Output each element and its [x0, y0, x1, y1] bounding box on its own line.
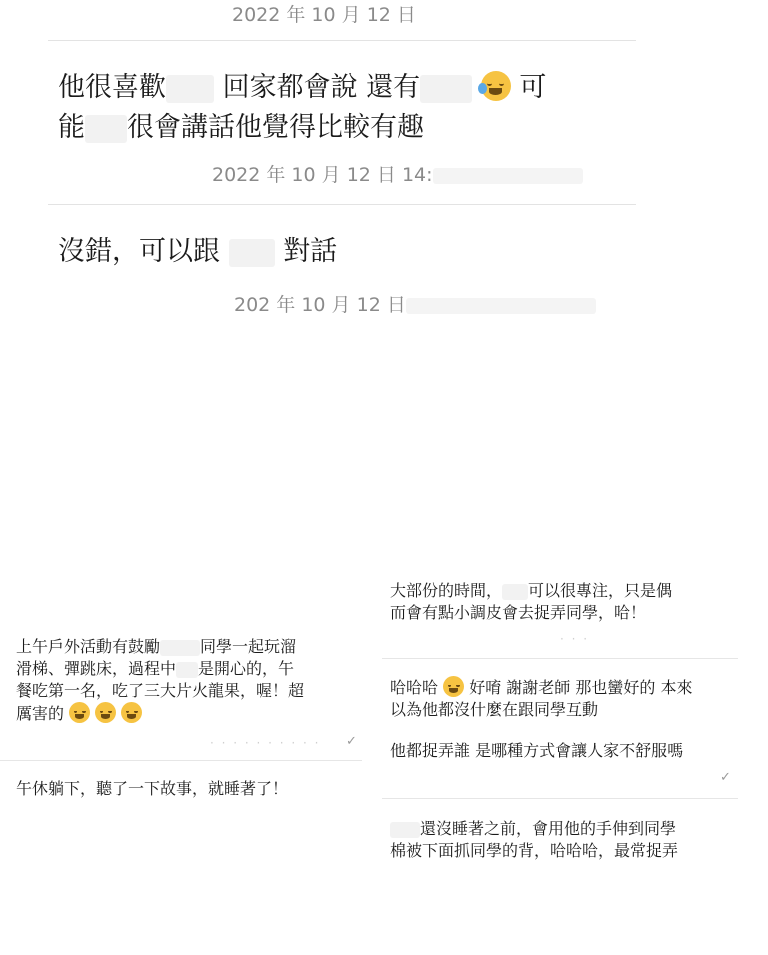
chat-message[interactable]	[16, 636, 356, 725]
smile-emoji-icon	[121, 702, 142, 723]
message-text: 好唷 謝謝老師 那也蠻好的 本來	[469, 678, 693, 697]
chat-message[interactable]	[58, 232, 337, 272]
redacted-text	[406, 298, 596, 314]
message-text: 沒錯，可以跟	[58, 236, 220, 267]
redacted-name	[85, 115, 127, 143]
message-text: 滑梯、彈跳床，過程中	[16, 659, 177, 678]
chat-message[interactable]: 午休躺下，聽了一下故事，就睡著了！	[16, 779, 289, 798]
chat-message[interactable]	[390, 580, 730, 624]
timestamp: 2022 年 10 月 12 日 14:	[212, 160, 583, 187]
message-text: 哈哈哈	[390, 678, 439, 697]
smile-emoji-icon	[95, 702, 116, 723]
teacher-message-panel	[0, 596, 364, 955]
message-text: 上午戶外活動有鼓勵	[16, 637, 161, 656]
redacted-name	[502, 584, 528, 600]
divider	[382, 658, 738, 659]
redacted-name	[420, 75, 472, 103]
divider	[0, 760, 362, 761]
message-text: 是開心的，午	[198, 659, 295, 678]
chat-message[interactable]	[390, 676, 734, 721]
laughing-crying-emoji-icon	[481, 71, 511, 101]
divider	[382, 798, 738, 799]
message-text: 同學一起玩溜	[200, 637, 297, 656]
message-text: 而會有點小調皮會去捉弄同學，哈！	[390, 603, 647, 622]
message-text: 還沒睡著之前，會用他的手伸到同學	[420, 819, 677, 838]
read-check-icon: ✓	[720, 770, 731, 785]
grinning-squint-emoji-icon	[443, 676, 464, 697]
chat-message[interactable]	[390, 818, 734, 862]
message-text: 以為他都沒什麼在跟同學互動	[390, 700, 599, 719]
message-text: 餐吃第一名，吃了三大片火龍果，喔！超	[16, 681, 305, 700]
redacted-name	[390, 822, 420, 838]
redacted-name	[160, 640, 200, 656]
divider	[48, 40, 636, 41]
redacted-timestamp: · · ·	[560, 632, 590, 646]
message-text: 他很喜歡	[58, 72, 166, 103]
redacted-timestamp: · · · · · · · · · ·	[210, 736, 321, 750]
message-text: 大部份的時間，	[390, 581, 503, 600]
timestamp: 202 年 10 月 12 日	[234, 290, 596, 317]
chat-message[interactable]: 他都捉弄誰 是哪種方式會讓人家不舒服嗎	[390, 741, 684, 760]
message-text: 厲害的	[16, 704, 65, 723]
timestamp: 2022 年 10 月 12 日	[232, 4, 416, 26]
message-text: 很會講話他覺得比較有趣	[127, 112, 424, 143]
divider	[48, 204, 636, 205]
message-text: 回家都會說 還有	[222, 72, 421, 103]
top-chat-thread	[48, 0, 636, 322]
message-text: 可	[519, 72, 547, 103]
read-check-icon: ✓	[346, 734, 357, 749]
chat-message[interactable]	[58, 68, 546, 148]
parent-chat-panel	[382, 562, 738, 955]
redacted-name	[229, 239, 275, 267]
smile-emoji-icon	[69, 702, 90, 723]
message-text: 對話	[283, 236, 338, 267]
message-text: 可以很專注，只是偶	[528, 581, 673, 600]
redacted-name	[166, 75, 214, 103]
message-text: 棉被下面抓同學的背，哈哈哈，最常捉弄	[390, 841, 679, 860]
redacted-name	[176, 662, 198, 678]
redacted-text	[433, 168, 583, 184]
message-text: 能	[58, 112, 85, 143]
